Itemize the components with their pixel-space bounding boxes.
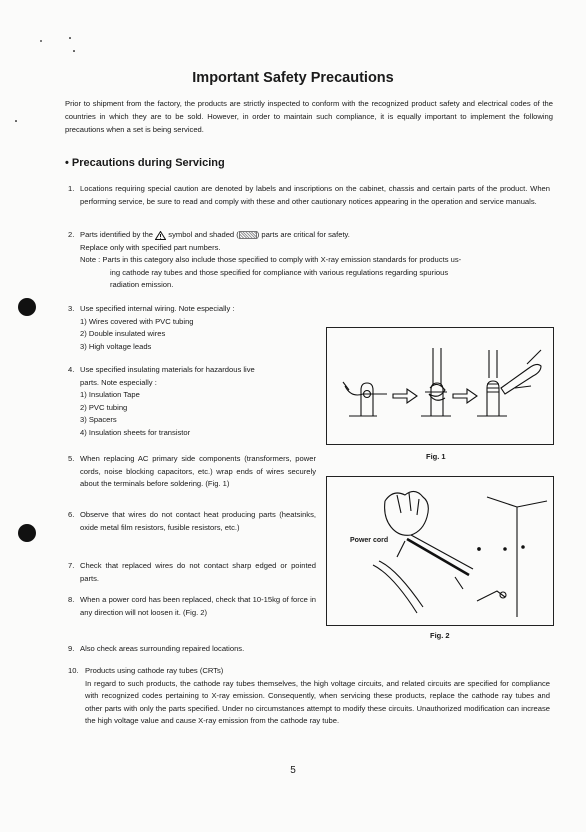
note-text: radiation emission. xyxy=(110,280,174,290)
warning-triangle-icon xyxy=(155,231,166,240)
item-number: 3. xyxy=(68,304,75,313)
power-cord-illustration xyxy=(327,477,553,625)
scan-speck xyxy=(15,120,17,122)
item-number: 10. xyxy=(68,666,79,675)
note-label: Note : xyxy=(80,255,101,265)
item-text: Products using cathode ray tubes (CRTs) xyxy=(85,666,224,675)
power-cord-label: Power cord xyxy=(350,537,389,544)
sub-item: 4) Insulation sheets for transistor xyxy=(80,427,191,437)
item-text: parts. Note especially : xyxy=(80,377,157,387)
item-text: When a power cord has been replaced, check that 10-15kg of force in any direction will not loosen it. (Fig. 2) xyxy=(80,595,316,617)
item-number: 2. xyxy=(68,230,75,239)
sub-item: 3) Spacers xyxy=(80,415,117,425)
item-number: 5. xyxy=(68,454,75,463)
item-number: 6. xyxy=(68,510,75,519)
item-text: Replace only with specified part numbers. xyxy=(80,242,221,252)
item-number: 9. xyxy=(68,644,75,653)
item-number: 8. xyxy=(68,595,75,604)
item-text: Use specified internal wiring. Note especially : xyxy=(80,304,235,313)
item-number: 7. xyxy=(68,561,75,570)
sub-item: 1) Wires covered with PVC tubing xyxy=(80,316,194,326)
item-number: 4. xyxy=(68,365,75,374)
item-text: Check that replaced wires do not contact sharp edged or pointed parts. xyxy=(80,561,316,583)
page-number: 5 xyxy=(290,765,296,776)
binder-hole xyxy=(18,524,36,542)
sub-item: 1) Insulation Tape xyxy=(80,390,140,400)
sub-item: 3) High voltage leads xyxy=(80,341,152,351)
figure-1-caption: Fig. 1 xyxy=(426,452,446,461)
item-text: Also check areas surrounding repaired locations. xyxy=(80,644,245,653)
wire-wrapping-illustration xyxy=(327,328,553,444)
item-text: In regard to such products, the cathode ray tubes themselves, the high voltage circuits, and related circuits are specified for compliance with recognized codes pertaining to X-ray emission. Consequently, when servicing these products, replace the cathode ray tubes and other parts with only the parts specified. Under no circumstances attempt to modify these circuits. Unauthorized modification can increase the high voltage value and cause X-ray emission from the cathode ray tube. xyxy=(85,678,550,726)
item-text: Locations requiring special caution are denoted by labels and inscriptions on the cabinet, chassis and certain parts of the product. When performing service, be sure to read and comply with these and other cautionary notices appearing in the operation and service manuals. xyxy=(80,184,550,206)
figure-1 xyxy=(326,327,554,445)
figure-2-caption: Fig. 2 xyxy=(430,631,450,640)
figure-2 xyxy=(326,476,554,626)
sub-item: 2) Double insulated wires xyxy=(80,329,166,339)
section-heading: • Precautions during Servicing xyxy=(65,157,225,169)
item-text: Use specified insulating materials for hazardous live xyxy=(80,365,255,374)
scan-speck xyxy=(69,37,71,39)
item-text: ) parts are critical for safety. xyxy=(256,230,350,239)
intro-paragraph: Prior to shipment from the factory, the products are strictly inspected to conform with the recognized product safety and electrical codes of the countries in which they are to be sold. However, in order to maintain such compliance, it is equally important to implement the following precautions when a set is being serviced. xyxy=(65,99,553,134)
page-title: Important Safety Precautions xyxy=(192,70,394,86)
item-text: symbol and shaded ( xyxy=(168,230,239,239)
scan-speck xyxy=(73,50,75,52)
item-text: Parts identified by the xyxy=(80,230,154,239)
shaded-part-swatch xyxy=(239,231,257,239)
note-text: Parts in this category also include those specified to comply with X-ray emission standards for products us- xyxy=(102,255,462,265)
note-text: ing cathode ray tubes and those specified for compliance with various regulations regarding spurious xyxy=(110,267,449,277)
item-text: When replacing AC primary side components (transformers, power cords, noise blocking capacitors, etc.) wrap ends of wires securely about the terminals before soldering. (Fig. 1) xyxy=(80,454,316,489)
scan-speck xyxy=(40,40,42,42)
sub-item: 2) PVC tubing xyxy=(80,402,128,412)
binder-hole xyxy=(18,298,36,316)
item-number: 1. xyxy=(68,184,75,193)
item-text: Observe that wires do not contact heat producing parts (heatsinks, oxide metal film resistors, fusible resistors, etc.) xyxy=(80,510,316,532)
